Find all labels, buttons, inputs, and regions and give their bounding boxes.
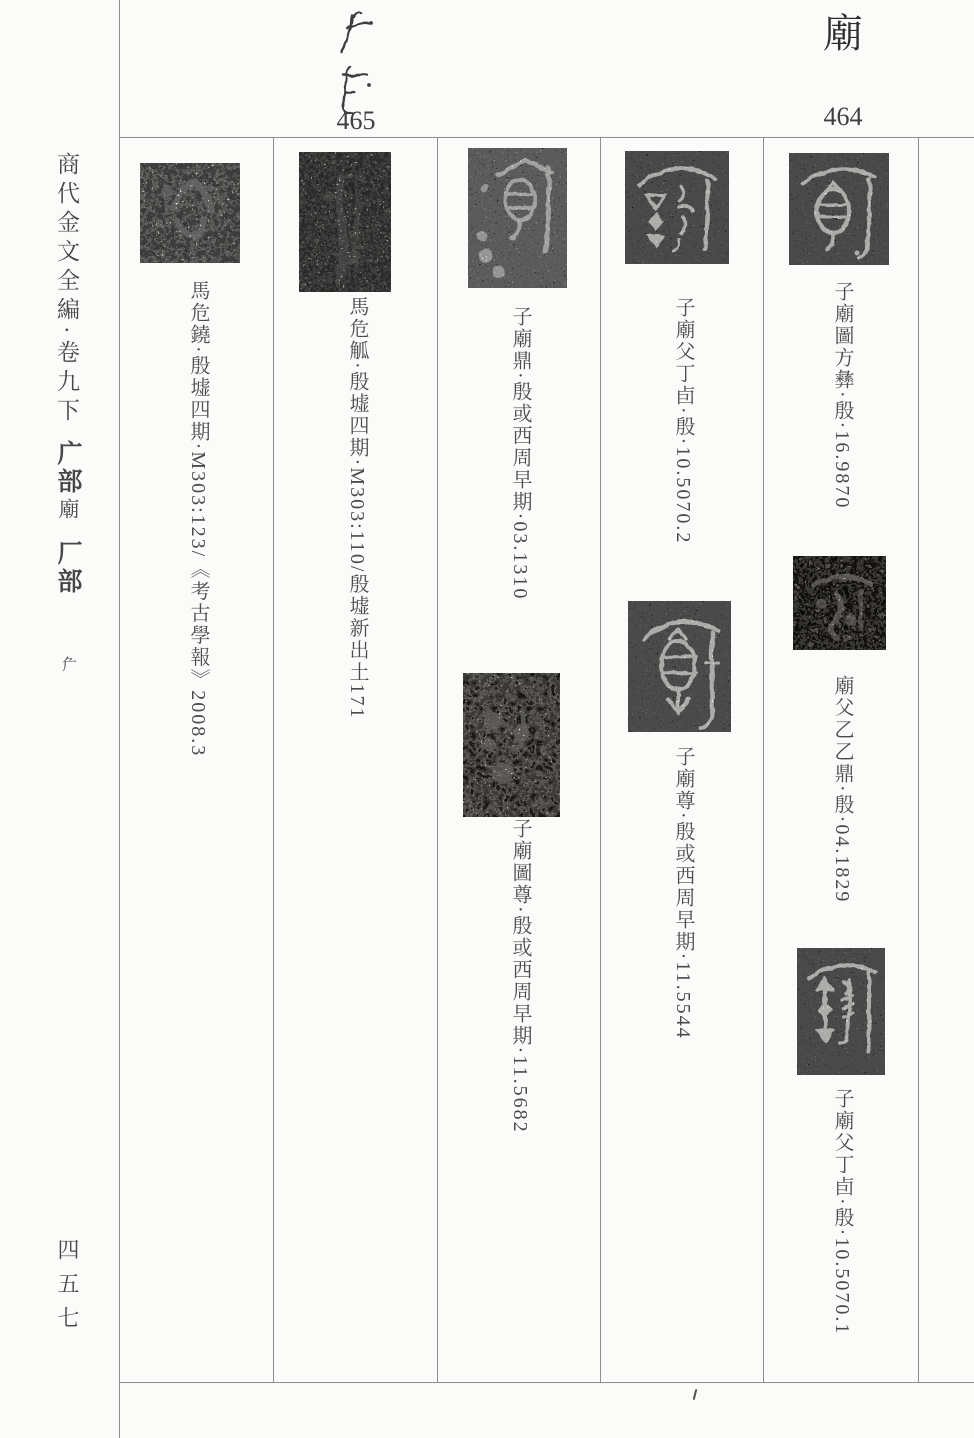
- margin-character-miao: 廟: [56, 498, 80, 519]
- inscription-rubbing: [628, 601, 731, 732]
- left-border-line: [119, 0, 120, 1438]
- seal-glyph-465-upper: [338, 8, 374, 58]
- entry-caption: 子廟圖尊·殷或西周早期·11.5682: [509, 818, 531, 1134]
- entry-header-465: [321, 4, 391, 137]
- entry-caption: 子廟圖方彝·殷·16.9870: [831, 281, 853, 510]
- entry-caption: 子廟父丁卣·殷·10.5070.2: [672, 297, 694, 545]
- page-number: 四五七: [55, 1238, 80, 1340]
- inscription-rubbing: [625, 151, 729, 264]
- column-separator: [273, 137, 274, 1382]
- column-separator: [763, 137, 764, 1382]
- scan-artifact-mark: [693, 1389, 698, 1400]
- entry-caption: 子廟尊·殷或西周早期·11.5544: [672, 746, 694, 1040]
- entry-caption: 子廟父丁卣·殷·10.5070.1: [831, 1088, 853, 1336]
- inscription-rubbing: [789, 153, 889, 265]
- inscription-rubbing: [468, 148, 567, 288]
- book-title: 商代金文全編·卷九下: [54, 152, 79, 427]
- inscription-rubbing: [793, 556, 886, 650]
- bottom-line: [119, 1382, 974, 1383]
- inscription-rubbing: [299, 152, 391, 292]
- inscription-rubbing: [140, 163, 240, 263]
- radical-section-han: 厂部: [54, 540, 81, 596]
- entry-caption: 子廟鼎·殷或西周早期·03.1310: [509, 306, 531, 601]
- entry-character: 廟: [823, 11, 863, 56]
- entry-number: 464: [823, 102, 863, 131]
- inscription-rubbing: [463, 673, 560, 817]
- entry-caption: 馬危觚·殷墟四期·M303:110/殷墟新出土171: [346, 296, 368, 720]
- header-line: [119, 137, 974, 138]
- inscription-rubbing: [797, 948, 885, 1075]
- column-separator: [437, 137, 438, 1382]
- entry-number: 465: [336, 106, 376, 135]
- entry-header-464: [808, 0, 878, 137]
- column-separator: [918, 137, 919, 1382]
- radical-section-guang: 广部: [54, 440, 81, 496]
- margin-character-wei: 厃: [59, 656, 76, 672]
- entry-caption: 廟父乙乙鼎·殷·04.1829: [831, 675, 853, 904]
- entry-caption: 馬危鐃·殷墟四期·M303:123/《考古學報》2008.3: [187, 280, 209, 758]
- column-separator: [600, 137, 601, 1382]
